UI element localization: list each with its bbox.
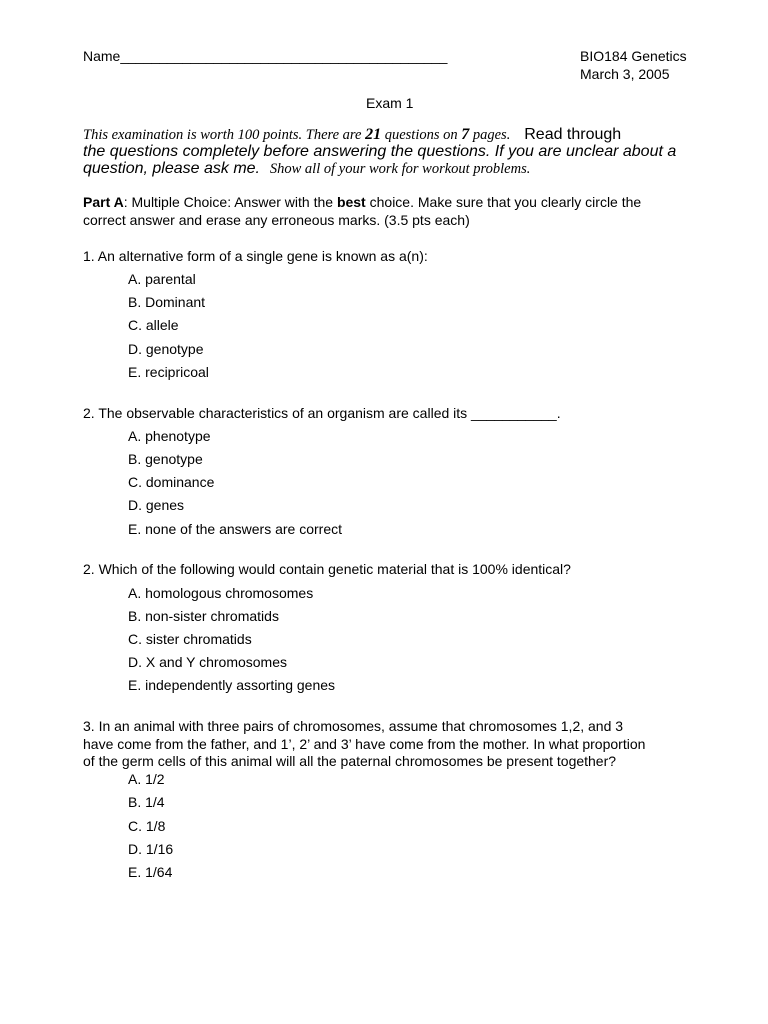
question-text-line-1: 3. In an animal with three pairs of chromosomes, assume that chromosomes 1,2, and 3 (83, 718, 624, 734)
exam-date: March 3, 2005 (580, 66, 670, 82)
num-pages: 7 (461, 126, 470, 143)
part-a-best: best (336, 194, 366, 210)
question-text-line-2: have come from the father, and 1’, 2’ and 3’ have come from the mother. In what proportion (83, 736, 646, 752)
instructions-line-3a: question, please ask me. (83, 160, 260, 177)
choice-a: A. phenotype (128, 428, 211, 444)
instructions-line-3b: Show all of your work for workout problems. (269, 161, 531, 177)
part-a-label: Part A (83, 194, 124, 210)
choice-a: A. parental (128, 271, 196, 287)
choice-b: B. genotype (128, 451, 203, 467)
part-a-line-2: correct answer and erase any erroneous marks. (3.5 pts each) (83, 212, 470, 228)
choice-b: B. non-sister chromatids (128, 608, 279, 624)
choice-c: C. 1/8 (128, 818, 166, 834)
instructions-text-1: This examination is worth 100 points. There are (83, 127, 366, 143)
choice-e: E. 1/64 (128, 864, 173, 880)
choice-a: A. homologous chromosomes (128, 585, 314, 601)
question-text: 1. An alternative form of a single gene is known as a(n): (83, 248, 428, 264)
choice-e: E. independently assorting genes (128, 677, 336, 693)
choice-d: D. X and Y chromosomes (128, 654, 288, 670)
instructions (83, 126, 703, 177)
choice-a: A. 1/2 (128, 771, 165, 787)
question-text-line-3: of the germ cells of this animal will all the paternal chromosomes be present together? (83, 753, 617, 769)
choice-c: C. dominance (128, 474, 215, 490)
exam-title: Exam 1 (366, 95, 414, 111)
choice-c: C. allele (128, 317, 179, 333)
choice-b: B. Dominant (128, 294, 206, 310)
course-title: BIO184 Genetics (580, 48, 687, 64)
choice-b: B. 1/4 (128, 794, 165, 810)
read-through-text: Read through (524, 126, 622, 143)
instructions-text-2: questions on (381, 127, 462, 143)
question-text: 2. The observable characteristics of an organism are called its ___________. (83, 405, 561, 421)
instructions-text-3: pages. (469, 127, 511, 143)
choice-d: D. genes (128, 497, 185, 513)
part-a-text-1: : Multiple Choice: Answer with the (123, 194, 337, 210)
choice-d: D. 1/16 (128, 841, 174, 857)
name-field: Name__________________________________________ (83, 48, 448, 64)
part-a-line-1 (83, 194, 641, 211)
question-text: 2. Which of the following would contain genetic material that is 100% identical? (83, 561, 571, 577)
part-a-text-2: choice. Make sure that you clearly circle the (365, 194, 642, 210)
choice-e: E. recipricoal (128, 364, 209, 380)
instructions-line-2: the questions completely before answering the questions. If you are unclear about a (83, 143, 677, 160)
choice-d: D. genotype (128, 341, 204, 357)
choice-e: E. none of the answers are correct (128, 521, 342, 537)
num-questions: 21 (365, 126, 382, 143)
choice-c: C. sister chromatids (128, 631, 252, 647)
